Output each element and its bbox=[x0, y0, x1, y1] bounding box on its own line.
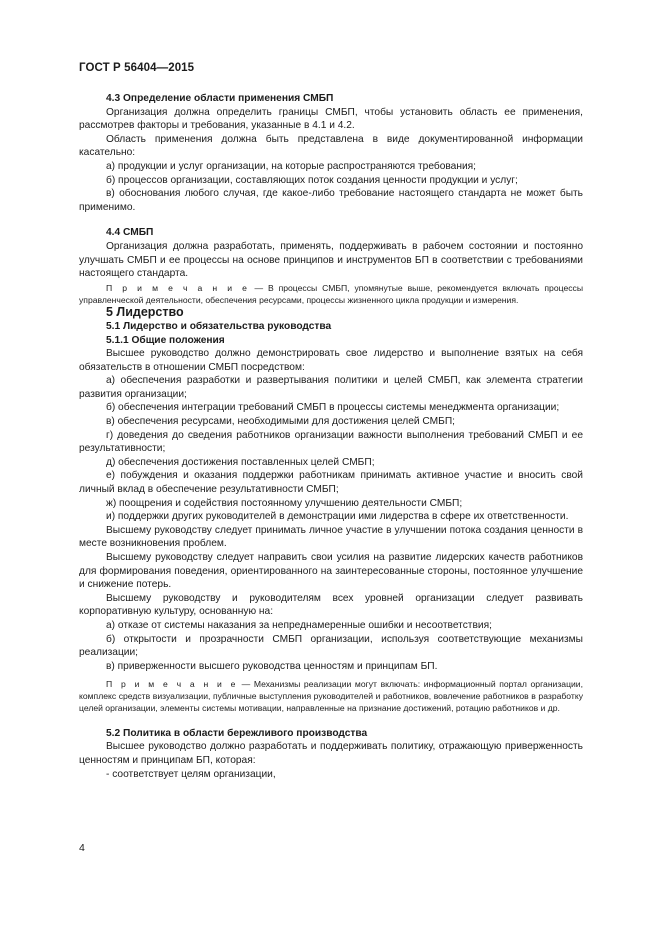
section-title-5-1: 5.1 Лидерство и обязательства руководства bbox=[106, 320, 332, 332]
list-item: а) продукции и услуг организации, на которые распространяются требования; bbox=[106, 160, 477, 172]
section-title-5: 5 Лидерство bbox=[106, 305, 184, 320]
section-title-4-3: 4.3 Определение области применения СМБП bbox=[106, 93, 334, 104]
page-number: 4 bbox=[79, 842, 85, 854]
section-title-5-2: 5.2 Политика в области бережливого производства bbox=[106, 727, 368, 739]
list-item: в) обеспечения ресурсами, необходимыми для достижения целей СМБП; bbox=[106, 416, 455, 428]
paragraph: Высшее руководство должно разработать и поддерживать политику, отражающую приверженность ценностям и принципам БП, которая: bbox=[79, 741, 583, 766]
list-item: в) приверженности высшего руководства ценностям и принципам БП. bbox=[106, 660, 438, 672]
list-item: а) отказе от системы наказания за непреднамеренные ошибки и несоответствия; bbox=[106, 619, 492, 631]
list-item: в) обоснования любого случая, где какое-либо требование настоящего стандарта не может быть применимо. bbox=[79, 188, 583, 213]
note bbox=[79, 679, 583, 714]
note bbox=[79, 283, 583, 307]
list-item: е) побуждения и оказания поддержки работникам принимать активное участие и вносить свой личный вклад в обеспечение результативности СМБП; bbox=[79, 470, 583, 496]
list-item: д) обеспечения достижения поставленных целей СМБП; bbox=[106, 456, 375, 468]
note-label: П р и м е ч а н и е bbox=[106, 282, 250, 293]
paragraph: Высшему руководству и руководителям всех уровней организации следует развивать корпоративную культуру, основанную на: bbox=[79, 592, 583, 618]
note-text: — Механизмы реализации могут включать: информационный портал организации, комплекс средств визуализации, публичные выступления руководителей и работников, вовлечение работников в разработку целей организации, элементы системы мотивации, направленные на признание достижений, ротацию работников и др. bbox=[79, 679, 583, 713]
paragraph: Область применения должна быть представлена в виде документированной информации касательно: bbox=[79, 133, 583, 159]
list-item: г) доведения до сведения работников организации важности выполнения требований СМБП и ее результативности; bbox=[79, 429, 583, 455]
section-title-4-4: 4.4 СМБП bbox=[106, 227, 154, 239]
list-item: - соответствует целям организации, bbox=[106, 768, 276, 780]
list-item: а) обеспечения разработки и развертывания политики и целей СМБП, как элемента стратегии развития организации; bbox=[79, 375, 583, 400]
note-label: П р и м е ч а н и е bbox=[106, 679, 239, 690]
note-text: — В процессы СМБП, упомянутые выше, рекомендуется включать процессы управленческой деятельности, обеспечения ресурсами, процессы жизненного цикла продукции и измерения. bbox=[79, 282, 583, 305]
paragraph: Высшее руководство должно демонстрировать свое лидерство и выполнение взятых на себя обязательств в отношении СМБП посредством: bbox=[79, 348, 583, 373]
paragraph: Высшему руководству следует принимать личное участие в улучшении потока создания ценности в месте возникновения проблем. bbox=[79, 524, 583, 550]
list-item: б) обеспечения интеграции требований СМБП в процессы системы менеджмента организации; bbox=[106, 402, 560, 414]
list-item: ж) поощрения и содействия постоянному улучшению деятельности СМБП; bbox=[106, 497, 463, 509]
standard-header: ГОСТ Р 56404—2015 bbox=[79, 62, 195, 74]
list-item: б) процессов организации, составляющих поток создания ценности продукции и услуг; bbox=[106, 174, 518, 186]
paragraph: Организация должна определить границы СМБП, чтобы установить область ее применения, рассмотрев факторы и требования, указанные в 4.1 и 4.2. bbox=[79, 106, 583, 132]
list-item: б) открытости и прозрачности СМБП организации, используя соответствующие механизмы реализации; bbox=[79, 633, 583, 659]
paragraph: Высшему руководству следует направить свои усилия на развитие лидерских качеств работников для формирования поведения, ориентированного на заинтересованные стороны, постоянное улучшение и снижение потерь. bbox=[79, 552, 583, 591]
list-item: и) поддержки других руководителей в демонстрации ими лидерства в сфере их ответственности. bbox=[106, 511, 569, 523]
document-body bbox=[79, 92, 583, 781]
paragraph: Организация должна разработать, применять, поддерживать в рабочем состоянии и постоянно улучшать СМБП и ее процессы на основе принципов и инструментов БП в соответствии с требованиями настоящего стандарта. bbox=[79, 240, 583, 280]
section-title-5-1-1: 5.1.1 Общие положения bbox=[106, 334, 225, 346]
